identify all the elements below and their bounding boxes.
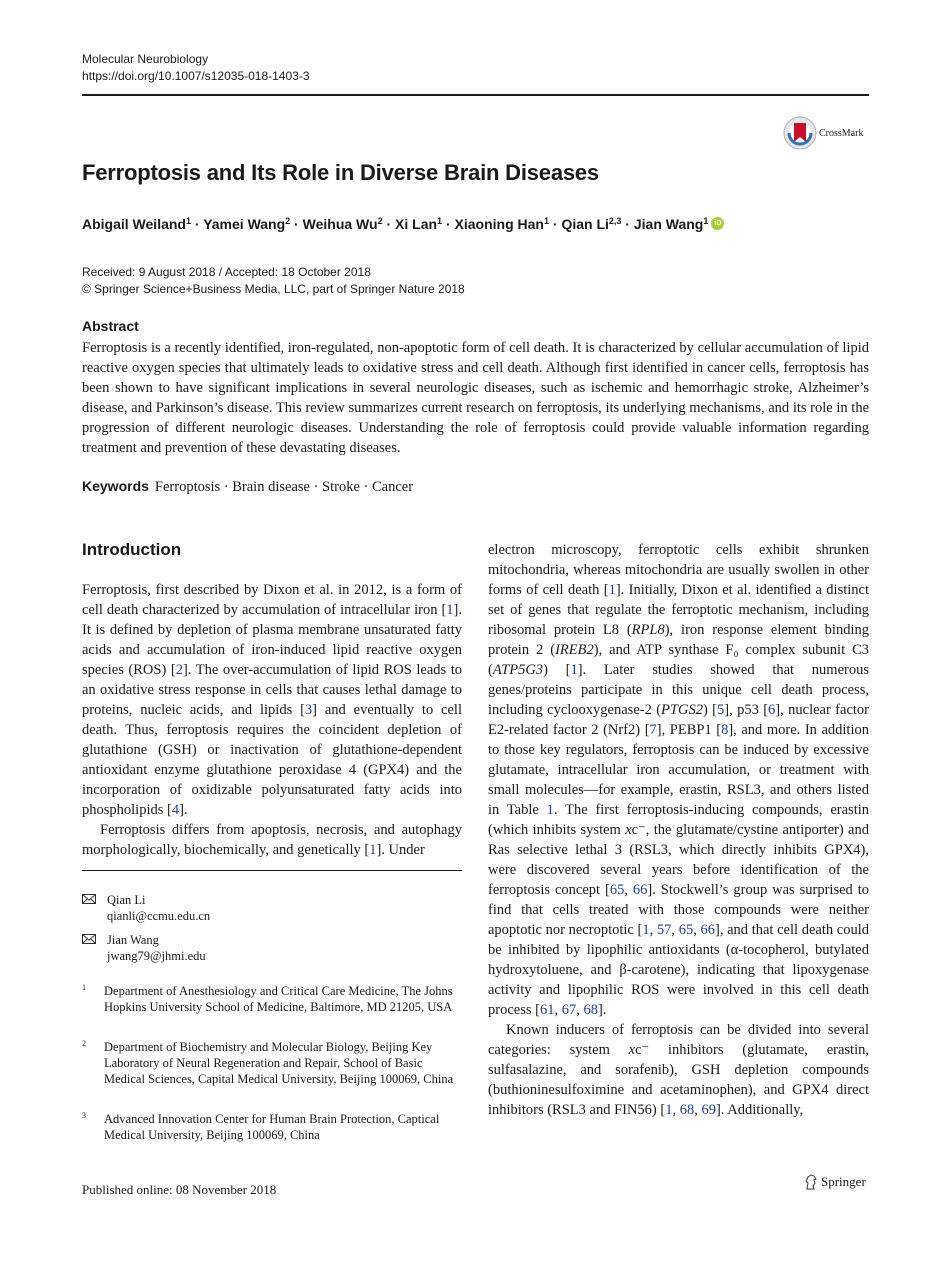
text-run: , (576, 1002, 584, 1018)
author-separator: · (442, 216, 455, 232)
text-run: ]. Stockwell’s group was surprised to find that cells treated with those compounds were neither apoptotic nor necroptotic [ (488, 882, 869, 938)
right-column (488, 540, 869, 1120)
citation-link[interactable]: 1 (665, 1102, 673, 1118)
corresponding-author (82, 932, 462, 966)
citation-link[interactable]: 1 (446, 602, 454, 618)
published-date: Published online: 08 November 2018 (82, 1182, 277, 1197)
footnote-rule (82, 870, 462, 871)
corresponding-author (82, 892, 462, 926)
author-name: Yamei Wang (203, 216, 286, 232)
author-affiliation-ref: 1 (437, 216, 443, 226)
author-name: Xi Lan (395, 216, 438, 232)
contact-name: Qian Li (107, 893, 146, 907)
affiliation-text: Department of Anesthesiology and Critical Care Medicine, The Johns Hopkins University School of Medicine, Baltimore, MD 21205, USA (104, 984, 453, 1014)
citation-link[interactable]: 5 (717, 702, 725, 718)
citation-link[interactable]: 6 (768, 702, 776, 718)
received-accepted-dates: Received: 9 August 2018 / Accepted: 18 October 2018 (82, 265, 371, 279)
citation-link[interactable]: 66 (632, 882, 648, 898)
author-separator: · (191, 216, 204, 232)
text-run: , (671, 922, 679, 938)
text-run: ]. It is defined by depletion of plasma membrane unsaturated fatty acids and accumulation of iron-induced lipid reactive oxygen species (ROS) [ (82, 602, 462, 678)
author-affiliation-ref: 1 (543, 216, 549, 226)
text-run: ]. (179, 802, 188, 818)
author-separator: · (382, 216, 396, 232)
text-run: electron microscopy, ferroptotic cells exhibit shrunken mitochondria, whereas mitochondria are usually swollen in other forms of cell death [ (488, 542, 869, 598)
contact-email[interactable]: qianli@ccmu.edu.cn (107, 909, 211, 923)
citation-link[interactable]: 3 (304, 702, 313, 718)
citation-link[interactable]: 65 (678, 922, 694, 938)
citation-link[interactable]: 65 (609, 882, 625, 898)
article-title: Ferroptosis and Its Role in Diverse Brain Diseases (82, 160, 599, 185)
text-run: Ferroptosis differs from apoptosis, necrosis, and autophagy morphologically, biochemically, and genetically [ (82, 822, 462, 858)
intro-paragraph (488, 540, 869, 1020)
citation-link[interactable]: 7 (649, 722, 657, 738)
italic-term: PTGS2 (661, 702, 703, 718)
affiliation-text: Advanced Innovation Center for Human Brain Protection, Captical Medical University, Beijing 100069, China (104, 1112, 440, 1142)
italic-term: x (628, 1042, 636, 1058)
affiliation-number: 2 (82, 1039, 86, 1048)
affiliation-number: 1 (82, 983, 86, 992)
text-run: ]. (597, 1002, 607, 1018)
citation-link[interactable]: 68 (679, 1102, 695, 1118)
text-run: , (693, 922, 701, 938)
author-separator: · (548, 216, 562, 232)
author-affiliation-ref: 2 (377, 216, 383, 226)
italic-term: ATP5G3 (492, 662, 544, 678)
text-run: Ferroptosis, first described by Dixon et al. in 2012, is a form of cell death characterized by accumulation of intracellular iron [ (82, 582, 462, 618)
orcid-label: iD (714, 220, 722, 227)
text-run: ]. Initially, Dixon et al. identified a distinct set of genes that regulate the ferroptotic mechanism, including ribosomal protein L8 ( (488, 582, 869, 638)
text-run: ]. Under (376, 842, 425, 858)
text-run: , (624, 882, 633, 898)
text-run: . The first ferroptosis-inducing compounds, erastin (which inhibits system (488, 802, 869, 838)
text-run: c⁻ inhibitors (glutamate, erastin, sulfasalazine, and sorafenib), GSH depletion compounds (buthioninesulfoximine and acetaminophen), and GPX4 direct inhibitors (RSL3 and FIN56) [ (488, 1042, 869, 1118)
envelope-icon (82, 894, 96, 904)
left-column (82, 580, 462, 860)
italic-term: IREB2 (555, 642, 594, 658)
text-run: , (672, 1102, 680, 1118)
text-run: , (554, 1002, 562, 1018)
journal-name: Molecular Neurobiology (82, 52, 209, 66)
author-affiliation-ref: 1 (703, 216, 709, 226)
contact-name: Jian Wang (107, 933, 159, 947)
italic-term: x (625, 822, 632, 838)
contact-email[interactable]: jwang79@jhmi.edu (107, 949, 206, 963)
author-name: Qian Li (561, 216, 609, 232)
citation-link[interactable]: 2 (175, 662, 183, 678)
citation-link[interactable]: 1 (608, 582, 616, 598)
keywords-line (82, 478, 413, 496)
text-run: ), iron response element binding protein 2 ( (488, 622, 869, 658)
affiliation (82, 983, 462, 1033)
author-name: Weihua Wu (302, 216, 378, 232)
text-run: ], and that cell death could be inhibited by lipophilic antioxidants (α-tocopherol, butylated hydroxytoluene, and β-carotene), indicating that lipoxygenase activity and lipophilic ROS were involved in this cell death process [ (488, 922, 869, 1018)
crossmark-icon (783, 116, 817, 150)
text-run: ], p53 [ (724, 702, 769, 718)
italic-term: RPL8 (631, 622, 665, 638)
citation-link[interactable]: 69 (701, 1102, 716, 1118)
author-separator: · (290, 216, 303, 232)
author-list (82, 216, 724, 232)
crossmark-label: CrossMark (819, 127, 864, 139)
text-run: ]. The over-accumulation of lipid ROS leads to an oxidative stress response in cells that causes lethal damage to proteins, nucleic acids, and lipids [ (82, 662, 462, 718)
text-run: c⁻, the glutamate/cystine antiporter) and Ras selective lethal 3 (RSL3, which directly inhibits GPX4), were discovered several years before identification of the ferroptosis concept [ (488, 822, 869, 898)
text-run: , (649, 922, 657, 938)
crossmark-badge[interactable] (783, 116, 871, 150)
text-run: Known inducers of ferroptosis can be divided into several categories: system (488, 1022, 869, 1058)
intro-paragraph (82, 820, 462, 860)
envelope-icon (82, 934, 96, 944)
keywords-label: Keywords (82, 478, 149, 494)
citation-link[interactable]: 57 (656, 922, 672, 938)
author-name: Xiaoning Han (454, 216, 544, 232)
text-run: ]. Additionally, (715, 1102, 804, 1118)
citation-link[interactable]: 1 (546, 802, 554, 818)
text-run: ], and more. In addition to those key regulators, ferroptosis can be induced by excessive glutamate, intracellular iron accumulation, or treatment with small molecules—for example, erastin, RSL3, and others listed in Table (488, 722, 869, 818)
author-affiliation-ref: 2 (285, 216, 291, 226)
text-run: ) [ (702, 702, 717, 718)
citation-link[interactable]: 67 (561, 1002, 577, 1018)
citation-link[interactable]: 66 (700, 922, 715, 938)
text-run: ], PEBP1 [ (656, 722, 722, 738)
intro-paragraph (488, 1020, 869, 1120)
text-run: ], nuclear factor E2-related factor 2 (Nrf2) [ (488, 702, 869, 738)
abstract-body: Ferroptosis is a recently identified, iron-regulated, non-apoptotic form of cell death. It is characterized by cellular accumulation of lipid reactive oxygen species that ultimately leads to oxidative stress and cell death. Although first identified in cancer cells, ferroptosis has been shown to have significant implications in several neurologic diseases, such as ischemic and hemorrhagic stroke, Alzheimer’s disease, and Parkinson’s disease. This review summarizes current research on ferroptosis, its underlying mechanisms, and its role in the progression of different neurologic diseases. Understanding the role of ferroptosis could provide valuable information regarding treatment and prevention of these devastating diseases. (82, 340, 869, 456)
text-run: ), and ATP synthase F₀ complex subunit C3 ( (488, 642, 869, 678)
keywords-list: Ferroptosis · Brain disease · Stroke · Cancer (154, 479, 414, 495)
publisher-logo (804, 1174, 866, 1190)
citation-link[interactable]: 1 (570, 662, 578, 678)
text-run: ) [ (543, 662, 571, 678)
affiliation-number: 3 (82, 1111, 86, 1120)
citation-link[interactable]: 8 (721, 722, 729, 738)
author-name: Jian Wang (633, 216, 704, 232)
citation-link[interactable]: 1 (369, 842, 377, 858)
doi-link[interactable]: https://doi.org/10.1007/s12035-018-1403-3 (82, 69, 310, 83)
springer-horse-icon (804, 1174, 818, 1190)
author-separator: · (621, 216, 634, 232)
citation-link[interactable]: 4 (171, 802, 180, 818)
affiliation-text: Department of Biochemistry and Molecular Biology, Beijing Key Laboratory of Neural Regeneration and Repair, School of Basic Medical Sciences, Capital Medical University, Beijing 100069, China (104, 1040, 454, 1086)
text-run: ]. Later studies showed that numerous genes/proteins participate in this unique cell death process, including cyclooxygenase-2 ( (488, 662, 869, 718)
orcid-icon[interactable] (711, 217, 724, 230)
introduction-heading: Introduction (82, 540, 182, 559)
author-name: Abigail Weiland (82, 216, 186, 232)
author-affiliation-ref: 1 (185, 216, 191, 226)
citation-link[interactable]: 61 (539, 1002, 555, 1018)
text-run: ] and eventually to cell death. Thus, ferroptosis requires the coincident depletion of glutathione (GSH) or inactivation of glutathione-dependent antioxidant enzyme glutathione peroxidase 4 (GPX4) and the incorporation of oxidizable polyunsaturated fatty acids into phospholipids [ (82, 702, 462, 818)
affiliation (82, 1111, 462, 1145)
abstract-heading: Abstract (82, 318, 139, 334)
copyright-notice: © Springer Science+Business Media, LLC, part of Springer Nature 2018 (82, 282, 465, 296)
citation-link[interactable]: 1 (642, 922, 650, 938)
citation-link[interactable]: 68 (583, 1002, 598, 1018)
author-affiliation-ref: 2,3 (608, 216, 622, 226)
intro-paragraph (82, 580, 462, 820)
publisher-name: Springer (821, 1174, 866, 1189)
affiliation (82, 1039, 462, 1105)
text-run: , (694, 1102, 702, 1118)
header-rule (82, 94, 869, 96)
